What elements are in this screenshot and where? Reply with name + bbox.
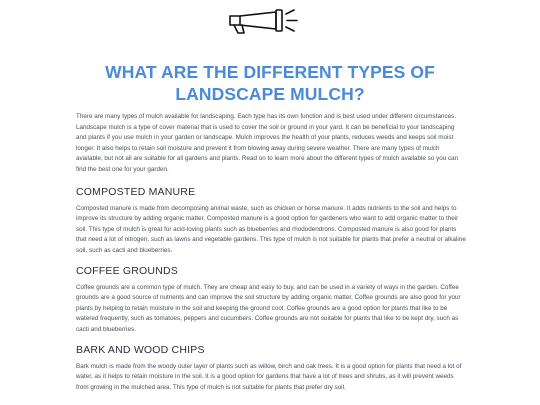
page-title: WHAT ARE THE DIFFERENT TYPES OF LANDSCAPE MULCH?	[105, 62, 435, 104]
section-body-composted-manure: Composted manure is made from decomposing animal waste, such as chicken or horse manure. It adds nutrients to the soil and helps to improve its structure by adding organic matter. Composted manure is a good option for gardeners who want to add organic matter to their soil. This type of mulch is great for acid-loving plants such as blueberries and rhododendrons. Composted manure is also good for plants that need a lot of nitrogen, such as lawns and vegetable gardens. This type of mulch is not suitable for plants that prefer a neutral or alkaline soil, such as cacti and blueberries.	[76, 204, 466, 254]
section-heading-coffee-grounds: COFFEE GROUNDS	[76, 264, 178, 277]
intro-paragraph: There are many types of mulch available for landscaping. Each type has its own function and is best used under different circumstances. Landscape mulch is a type of cover material that is used to cover the soil or ground in your yard. It can be beneficial to your landscaping and plants if you use mulch in your garden or landscape. Mulch improves the health of your plants, reduces weeds and keeps soil moist longer. It also helps to retain soil moisture and prevent it from blowing away during severe weather. There are many types of mulch available, but not all are suitable for all gardens and plants. Read on to learn more about the different types of mulch available so you can find the best one for your garden.	[76, 113, 459, 173]
section-body-coffee-grounds: Coffee grounds are a common type of mulch. They are cheap and easy to buy, and can be used in a variety of ways in the garden. Coffee grounds are a good source of nutrients and can improve the soil structure by adding organic matter. Coffee grounds are also good for your plants by helping to retain moisture in the soil and keeping the ground cool. Coffee grounds are a good option for plants that like to be watered frequently, such as tomatoes, peppers and cucumbers. Coffee grounds are not suitable for plants that like to be kept dry, such as cacti and blueberries.	[76, 283, 461, 333]
article-body	[76, 112, 466, 401]
section-heading-bark-wood-chips: BARK AND WOOD CHIPS	[76, 343, 205, 356]
section-heading-composted-manure: COMPOSTED MANURE	[76, 185, 196, 198]
section-body-bark-wood-chips: Bark mulch is made from the woody outer layer of plants such as willow, birch and oak trees. It is a good option for plants that need a lot of water, as it helps to retain moisture in the soil. It is a good option for gardens that have a lot of trees and shrubs, as it will prevent weeds from growing in the mulched area. This type of mulch is not suitable for plants that prefer dry soil.	[76, 362, 462, 391]
megaphone-icon	[224, 6, 320, 36]
